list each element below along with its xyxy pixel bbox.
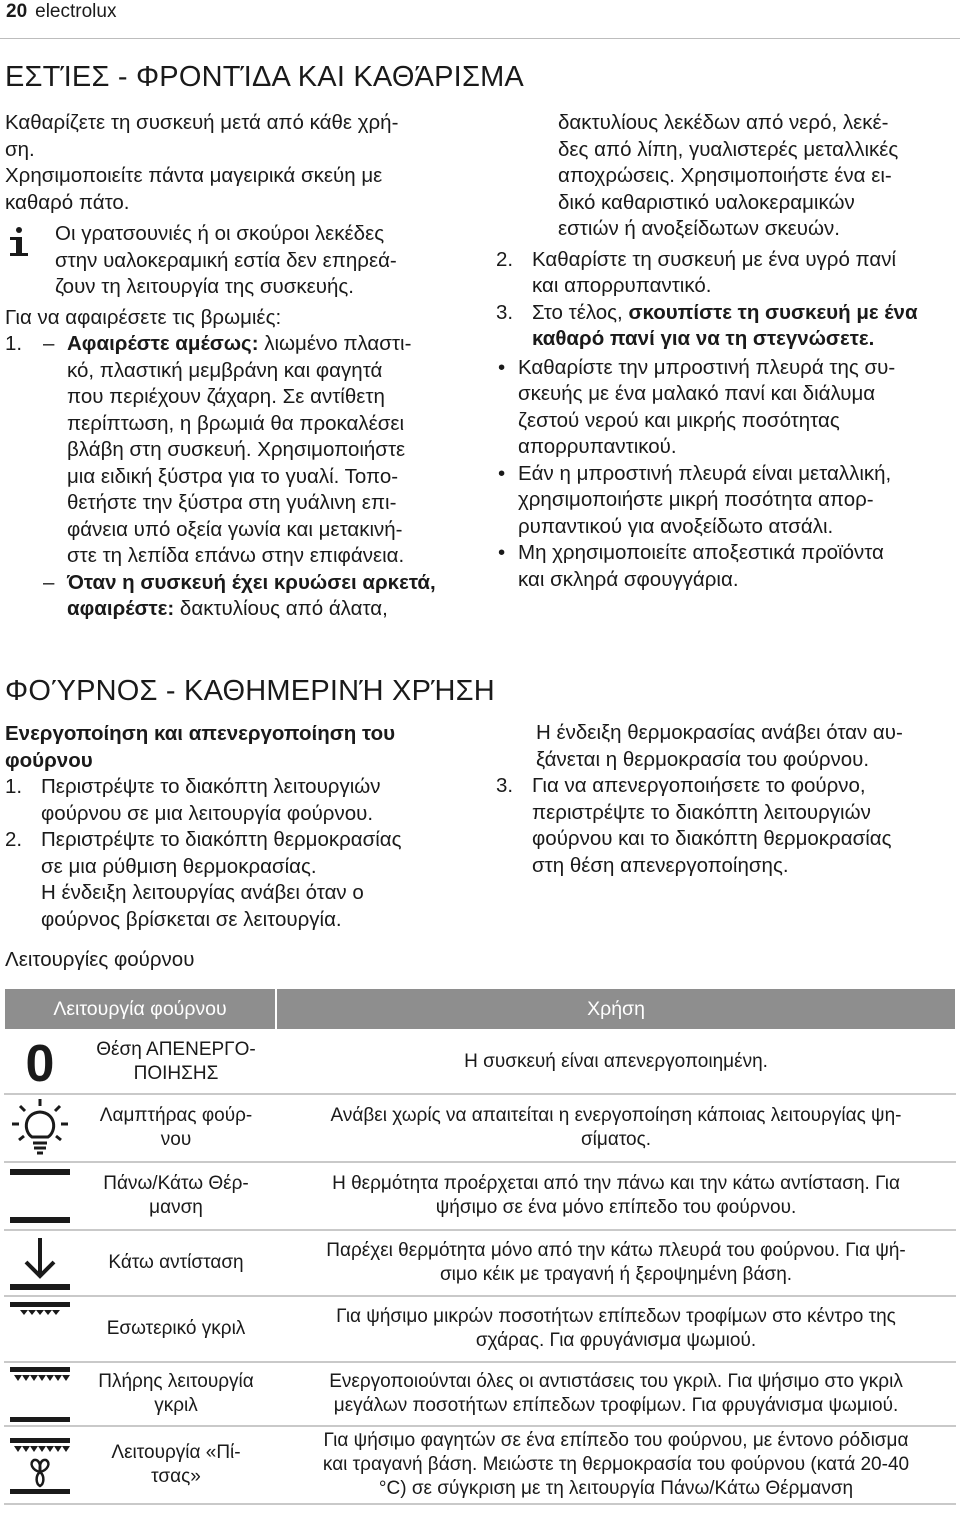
header-function: Λειτουργία φούρνου xyxy=(4,988,276,1030)
text-line: Η θερμότητα προέρχεται από την πάνω και την κάτω αντίσταση. Για xyxy=(332,1173,900,1194)
text-line: Η ένδειξη λειτουργίας ανάβει όταν ο xyxy=(41,881,364,904)
text-line: Καθαρίζετε τη συσκευή μετά από κάθε χρή- xyxy=(5,111,399,134)
text-line: Ενεργοποιούνται όλες οι αντιστάσεις του γκριλ. Για ψήσιμο στο γκριλ xyxy=(329,1371,903,1392)
dash-text: λιωμένο πλαστι- κό, πλαστική μεμβράνη και φαγητά που περιέχουν ζάχαρη. Σε αντίθετη περίπτωση, η βρωμιά θα προκαλέσει βλάβη στη συσκευή. Χρησιμοποιήστε μια ειδική ξύστρα για το γυαλί. Τοπο- θετήστε την ξύστρα στη γυάλινη επι- φάνεια υπό οξεία γωνία και μετακινή- στε τη λεπίδα επάνω στην επιφάνεια. xyxy=(67,332,485,570)
text-line: και τραγανή βάση. Μειώστε τη θερμοκρασία του φούρνου (κατά 20-40 xyxy=(322,1454,910,1475)
dash-marker: – xyxy=(43,332,55,355)
function-icon-cell xyxy=(4,1362,76,1426)
text-line: σχάρας. Για φρυγάνισμα ψωμιού. xyxy=(475,1330,757,1351)
step-3 xyxy=(496,773,958,879)
bold-text-2: καθαρό πανί για να τη στεγνώσετε. xyxy=(532,327,875,350)
text-line: περιστρέψτε το διακόπτη λειτουργιών xyxy=(532,800,871,824)
function-use xyxy=(276,1030,956,1094)
function-use xyxy=(276,1094,956,1162)
text-line: δικό καθαριστικό υαλοκεραμικών xyxy=(558,190,855,214)
step-number: 2. xyxy=(5,828,23,851)
step-number: 2. xyxy=(496,247,514,271)
text-line: φούρνου σε μια λειτουργία φούρνου. xyxy=(41,801,374,825)
text-line: Κάτω αντίσταση xyxy=(108,1252,244,1273)
function-icon-cell xyxy=(4,1094,76,1162)
text-line: • Εάν η μπροστινή πλευρά είναι μεταλλική, xyxy=(518,461,892,485)
dash-item-remove-immediately xyxy=(5,331,485,570)
function-use xyxy=(276,1230,956,1296)
function-use xyxy=(276,1162,956,1230)
text-line: Για να απενεργοποιήσετε το φούρνο, xyxy=(532,774,866,797)
function-name xyxy=(76,1094,276,1162)
function-icon-cell xyxy=(4,1162,76,1230)
text-line: ζεστού νερού και μικρής ποσότητας xyxy=(518,408,840,432)
subheading-on-off xyxy=(5,720,485,774)
bullet-text xyxy=(518,461,958,541)
text-line: • Μη χρησιμοποιείτε αποξεστικά προϊόντα xyxy=(518,541,884,564)
functions-heading: Λειτουργίες φούρνου xyxy=(5,948,195,971)
text-line: Πλήρης λειτουργία xyxy=(98,1371,254,1392)
text-line: Για ψήσιμο μικρών ποσοτήτων επίπεδων τροφίμων στο κέντρο της xyxy=(336,1306,896,1327)
text-line: Η συσκευή είναι απενεργοποιημένη. xyxy=(464,1051,768,1072)
inner-grill-icon xyxy=(6,1298,74,1360)
dash-item-when-cool xyxy=(5,570,485,623)
lamp-icon xyxy=(6,1097,74,1159)
oven-functions-table-wrap xyxy=(3,987,957,1505)
text-line: περίπτωση, η βρωμιά θα προκαλέσει xyxy=(67,411,405,435)
bold-lead: Όταν η συσκευή έχει κρυώσει αρκετά, xyxy=(67,570,436,594)
text-line: ψήσιμο σε ένα μόνο επίπεδο του φούρνου. xyxy=(435,1197,797,1218)
bottom-heat-icon xyxy=(6,1232,74,1294)
text-line: Εσωτερικό γκριλ xyxy=(106,1318,246,1339)
text-line: Ανάβει χωρίς να απαιτείται η ενεργοποίηση κάποιας λειτουργίας ψη- xyxy=(330,1105,902,1126)
text-line: και σκληρά σφουγγάρια. xyxy=(518,567,739,591)
function-use xyxy=(276,1426,956,1504)
text-line: καθαρό πάτο. xyxy=(5,190,130,214)
svg-text:0: 0 xyxy=(25,1035,55,1093)
top-bottom-heat-icon xyxy=(6,1165,74,1227)
text-line: στη θέση απενεργοποίησης. xyxy=(532,853,789,877)
text-line: νου xyxy=(160,1129,192,1150)
text-line: μεγάλων ποσοτήτων επίπεδων τροφίμων. Για φρυγάνισμα ψωμιού. xyxy=(333,1395,899,1416)
bold-text: σκουπίστε τη συσκευή με ένα xyxy=(628,300,918,324)
oven-functions-table xyxy=(3,987,957,1505)
text-line: μια ειδική ξύστρα για το γυαλί. Τοπο- xyxy=(67,464,399,488)
function-name xyxy=(76,1362,276,1426)
continued-text xyxy=(496,110,958,243)
function-use xyxy=(276,1296,956,1362)
table-row xyxy=(4,1162,956,1230)
text-line: σε μια ρύθμιση θερμοκρασίας. xyxy=(41,854,317,878)
text-line: Οι γρατσουνιές ή οι σκούροι λεκέδες xyxy=(55,222,385,245)
continued-text xyxy=(496,720,958,773)
step-text xyxy=(532,773,958,879)
text-line: ΠΟΙΗΣΗΣ xyxy=(133,1063,219,1084)
bullet-text xyxy=(518,540,958,593)
text-line: Λειτουργία «Πί- xyxy=(111,1442,241,1463)
table-row xyxy=(4,1426,956,1504)
text-line: Για ψήσιμο φαγητών σε ένα επίπεδο του φούρνου, με έντονο ρόδισμα xyxy=(323,1430,909,1451)
table-row xyxy=(4,1230,956,1296)
step-number: 1. xyxy=(5,332,23,355)
step-number: 3. xyxy=(496,774,514,797)
text-line: Χρησιμοποιείτε πάντα μαγειρικά σκεύη με xyxy=(5,164,383,187)
text-line: θετήστε την ξύστρα στη γυάλινη επι- xyxy=(67,491,397,514)
text-line: σιμο κέικ με τραγανή ή ξεροψημένη βάση. xyxy=(439,1264,793,1285)
step-1 xyxy=(5,331,485,623)
zero-off-icon xyxy=(6,1031,74,1093)
info-text xyxy=(55,221,485,301)
text-line: που περιέχουν ζάχαρη. Σε αντίθετη xyxy=(67,385,385,408)
text-line: Λαμπτήρας φούρ- xyxy=(99,1105,253,1126)
text-line: κό, πλαστική μεμβράνη και φαγητά xyxy=(67,358,383,382)
bullet-item xyxy=(496,355,958,461)
text-line: Θέση ΑΠΕΝΕΡΓΟ- xyxy=(96,1039,256,1060)
text-line: ξάνεται η θερμοκρασία του φούρνου. xyxy=(536,747,870,771)
text-line: μανση xyxy=(149,1197,203,1218)
text-line: στην υαλοκεραμική εστία δεν επηρεά- xyxy=(55,248,397,272)
bullet-text xyxy=(518,355,958,461)
text-line: τσας» xyxy=(151,1466,201,1487)
function-name xyxy=(76,1426,276,1504)
table-header-row xyxy=(4,988,956,1030)
text-line: σκευής με ένα μαλακό πανί και διάλυμα xyxy=(518,382,876,405)
function-name xyxy=(76,1162,276,1230)
section-title-oven-daily-use: ΦΟΎΡΝΟΣ - ΚΑΘΗΜΕΡΙΝΉ ΧΡΉΣΗ xyxy=(5,675,495,707)
dash-text: δακτυλίους από άλατα, xyxy=(174,597,388,620)
dash-marker: – xyxy=(43,570,55,594)
step-2 xyxy=(5,827,485,933)
section-title-hobs-care: ΕΣΤΊΕΣ - ΦΡΟΝΤΊΔΑ ΚΑΙ ΚΑΘΆΡΙΣΜΑ xyxy=(5,61,524,93)
table-row xyxy=(4,1030,956,1094)
text-line: ρυπαντικού για ανοξείδωτο ατσάλι. xyxy=(518,514,834,538)
text-line: βλάβη στη συσκευή. Χρησιμοποιήστε xyxy=(67,438,406,461)
brand-name: electrolux xyxy=(35,1,117,22)
step-text: Στο τέλος, xyxy=(532,300,629,324)
step-number: 3. xyxy=(496,300,514,324)
function-icon-cell xyxy=(4,1296,76,1362)
text-line: Περιστρέψτε το διακόπτη θερμοκρασίας xyxy=(41,828,402,851)
hobs-care-left-column xyxy=(5,110,485,623)
text-line: σίματος. xyxy=(580,1129,652,1150)
table-row xyxy=(4,1362,956,1426)
step-text xyxy=(41,827,485,933)
text-line: δες από λίπη, γυαλιστερές μεταλλικές xyxy=(558,137,899,161)
oven-daily-right-column xyxy=(496,720,958,879)
step-number: 1. xyxy=(5,775,23,798)
step-2 xyxy=(496,247,958,300)
text-line: ση. xyxy=(5,137,35,161)
bullet-item xyxy=(496,540,958,593)
table-row xyxy=(4,1296,956,1362)
function-name xyxy=(76,1230,276,1296)
text-line: °C) σε σύγκριση με τη λειτουργία Πάνω/Κάτω Θέρμανση xyxy=(378,1478,854,1499)
oven-daily-left-column xyxy=(5,720,485,974)
info-icon xyxy=(5,225,33,257)
table-row xyxy=(4,1094,956,1162)
pizza-function-icon xyxy=(6,1434,74,1496)
text-line: Ενεργοποίηση και απενεργοποίηση του xyxy=(5,722,396,745)
text-line: και απορρυπαντικό. xyxy=(532,274,712,297)
header-use: Χρήση xyxy=(276,988,956,1030)
text-line: απορρυπαντικού. xyxy=(518,435,677,458)
text-line: αποχρώσεις. Χρησιμοποιήστε ένα ει- xyxy=(558,164,892,187)
text-line: στε τη λεπίδα επάνω στην επιφάνεια. xyxy=(67,544,405,567)
step-text xyxy=(41,774,485,827)
step-3 xyxy=(496,300,958,353)
text-line: φούρνου xyxy=(5,749,93,772)
bullet-item xyxy=(496,461,958,541)
hobs-care-right-column xyxy=(496,110,958,593)
text-line: φούρνου και το διακόπτη θερμοκρασίας xyxy=(532,827,892,850)
bold-lead-2: αφαιρέστε: xyxy=(67,597,175,620)
function-icon-cell xyxy=(4,1030,76,1094)
text-line: Καθαρίστε τη συσκευή με ένα υγρό πανί xyxy=(532,247,897,271)
step-text xyxy=(532,247,958,300)
text-line: εστιών ή ανοξείδωτων σκευών. xyxy=(558,217,840,240)
function-name xyxy=(76,1030,276,1094)
text-line: φάνεια υπό οξεία γωνία και μετακινή- xyxy=(67,517,403,541)
intro-text xyxy=(5,110,485,216)
function-use xyxy=(276,1362,956,1426)
function-icon-cell xyxy=(4,1230,76,1296)
text-line: Πάνω/Κάτω Θέρ- xyxy=(103,1173,249,1194)
function-icon-cell xyxy=(4,1426,76,1504)
text-line: Η ένδειξη θερμοκρασίας ανάβει όταν αυ- xyxy=(536,721,903,744)
function-name xyxy=(76,1296,276,1362)
stains-heading: Για να αφαιρέσετε τις βρωμιές: xyxy=(5,305,282,329)
full-grill-icon xyxy=(6,1363,74,1425)
info-note xyxy=(5,221,485,301)
text-line: γκριλ xyxy=(154,1395,198,1416)
text-line: Παρέχει θερμότητα μόνο από την κάτω πλευρά του φούρνου. Για ψή- xyxy=(326,1240,906,1261)
page-header xyxy=(6,0,116,24)
step-1 xyxy=(5,774,485,827)
text-line: χρησιμοποιήστε μικρή ποσότητα απορ- xyxy=(518,488,874,511)
text-line: φούρνος βρίσκεται σε λειτουργία. xyxy=(41,907,342,931)
header-divider xyxy=(0,38,960,39)
text-line: Περιστρέψτε το διακόπτη λειτουργιών xyxy=(41,775,381,798)
text-line: ζουν τη λειτουργία της συσκευής. xyxy=(55,275,354,298)
text-line: • Καθαρίστε την μπροστινή πλευρά της συ- xyxy=(518,355,896,379)
bold-lead: Αφαιρέστε αμέσως: xyxy=(67,332,259,355)
page-number: 20 xyxy=(6,1,28,22)
text-line: δακτυλίους λεκέδων από νερό, λεκέ- xyxy=(558,111,889,134)
